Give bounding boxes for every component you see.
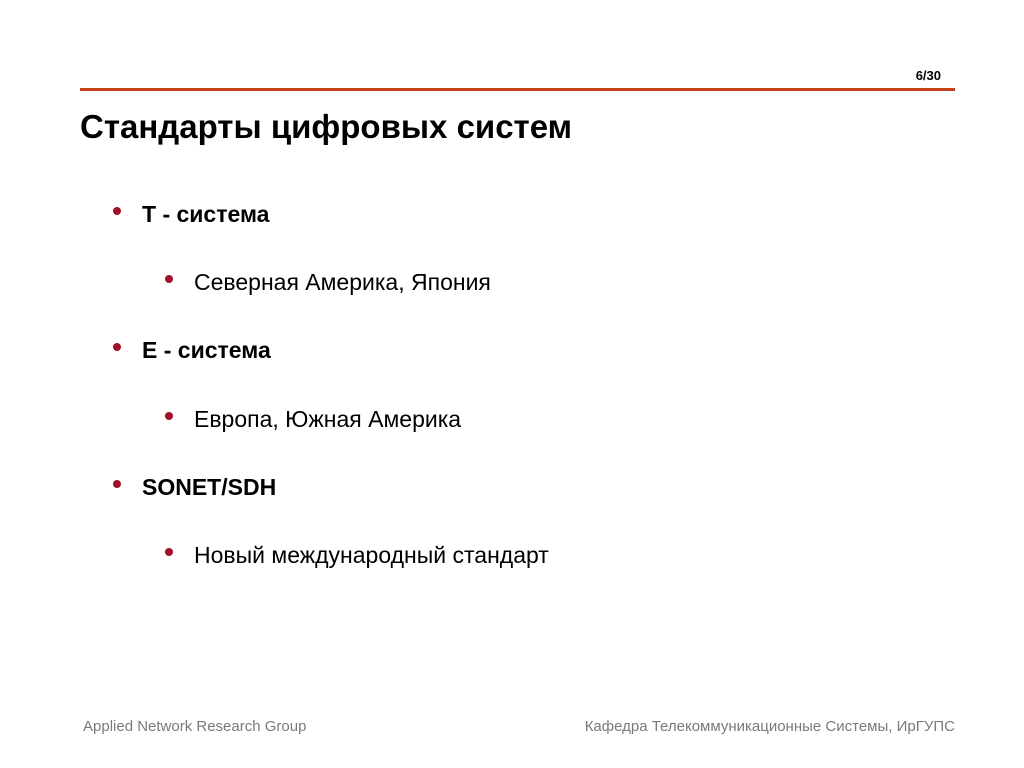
bullet-icon	[113, 480, 121, 488]
slide-title: Стандарты цифровых систем	[80, 108, 573, 145]
bullet-label: Северная Америка, Япония	[194, 269, 491, 295]
footer-left-text: Applied Network Research Group	[83, 718, 307, 735]
bullet-icon	[165, 548, 173, 556]
bullet-icon	[165, 275, 173, 283]
bullet-label: Европа, Южная Америка	[194, 406, 462, 432]
bullet-icon	[165, 412, 173, 420]
bullet-label: SONET/SDH	[142, 474, 277, 500]
list-item	[142, 200, 269, 228]
list-item	[142, 336, 271, 364]
bullet-icon	[113, 343, 121, 351]
bullet-icon	[113, 207, 121, 215]
list-item	[142, 473, 276, 501]
footer-right-text: Кафедра Телекоммуникационные Системы, ИрГУПС	[584, 718, 955, 735]
list-item	[194, 268, 491, 296]
list-item	[194, 541, 549, 569]
bullet-label: Новый международный стандарт	[194, 542, 549, 568]
page-number: 6/30	[915, 68, 941, 83]
bullet-label: E - система	[142, 337, 271, 363]
bullet-label: T - система	[142, 201, 270, 227]
list-item	[194, 405, 461, 433]
header-divider	[80, 88, 955, 91]
